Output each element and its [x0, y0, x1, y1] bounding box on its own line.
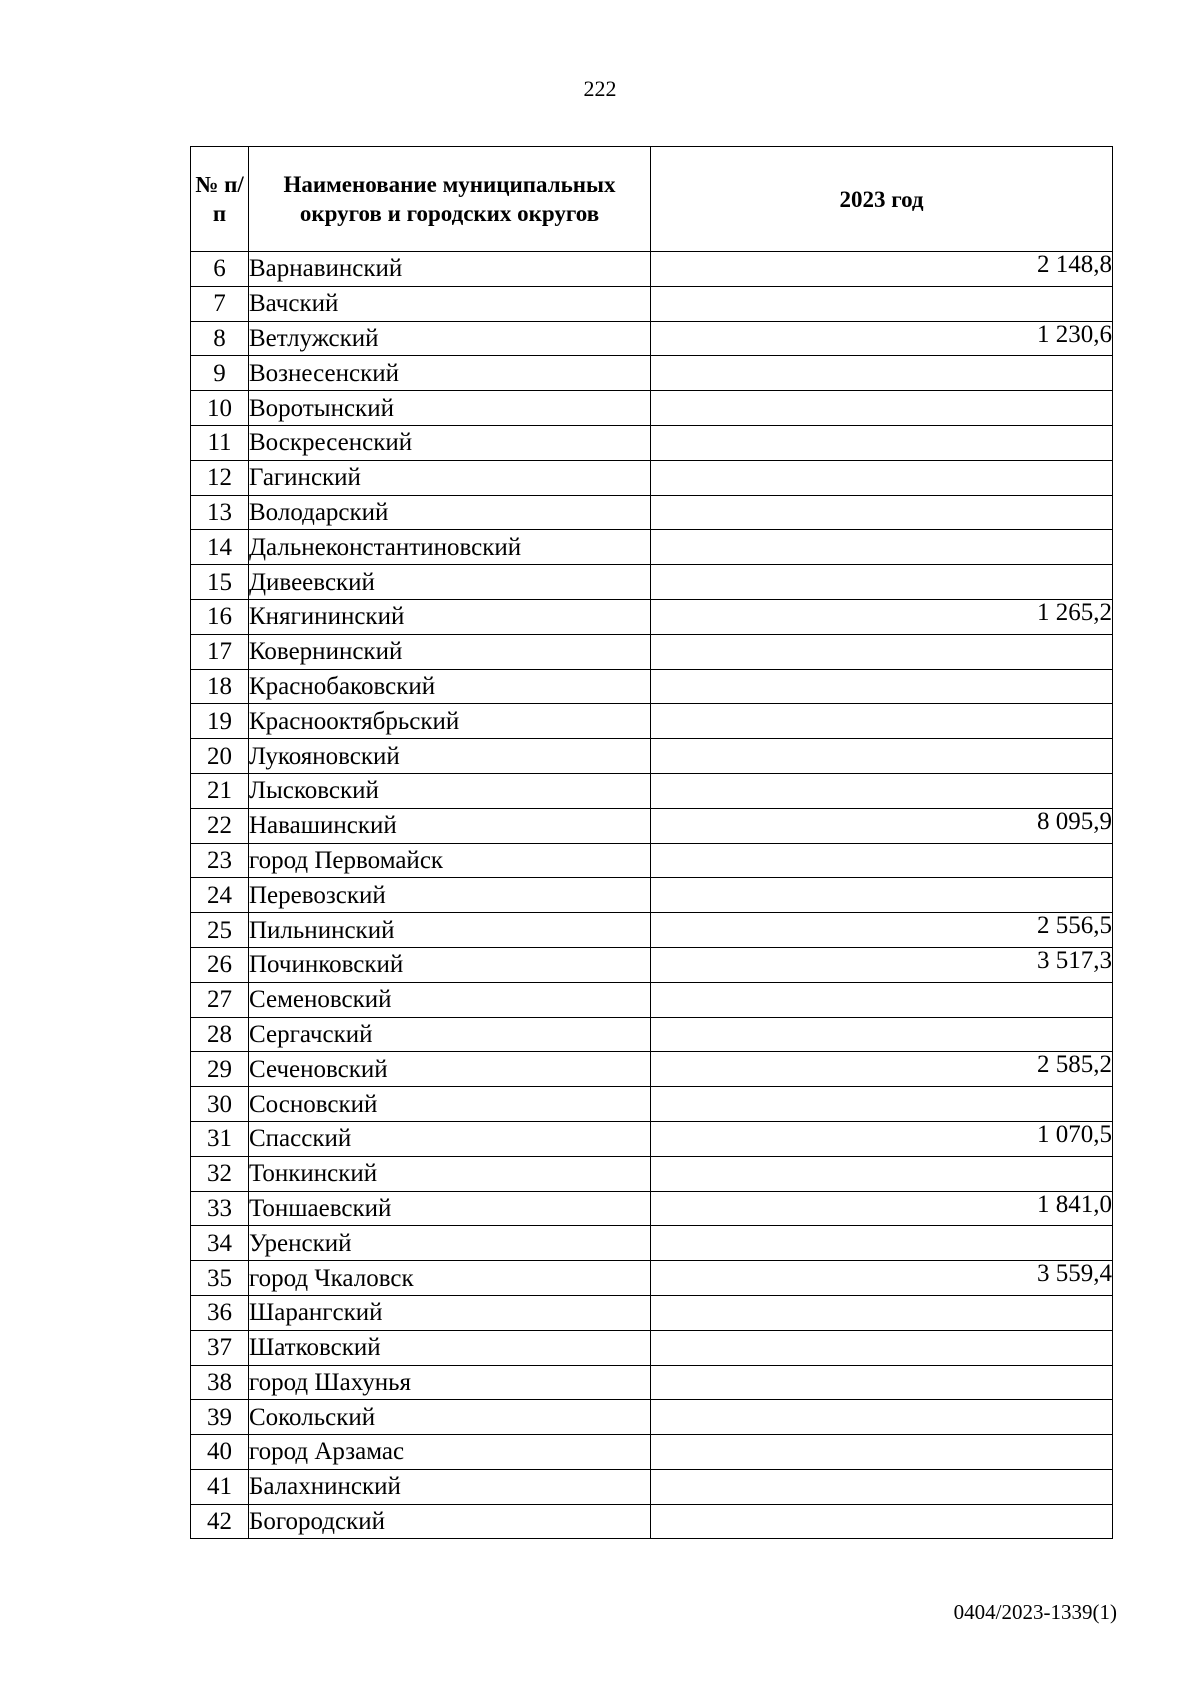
allocation-table — [190, 146, 1113, 1539]
document-code: 0404/2023-1339(1) — [953, 1600, 1117, 1624]
row-value-cell — [651, 391, 1113, 426]
row-value-cell — [651, 878, 1113, 913]
row-number-cell: 41 — [191, 1469, 249, 1504]
table-header — [191, 147, 1113, 252]
row-name-cell: город Арзамас — [249, 1435, 651, 1470]
table-row — [191, 1400, 1113, 1435]
row-name-cell: Гагинский — [249, 460, 651, 495]
row-number-cell: 36 — [191, 1295, 249, 1330]
row-value-cell — [651, 286, 1113, 321]
row-value-cell — [651, 460, 1113, 495]
row-name-cell: Уренский — [249, 1226, 651, 1261]
row-number-cell: 24 — [191, 878, 249, 913]
row-number-cell: 31 — [191, 1121, 249, 1156]
header-name: Наименование муниципальных округов и городских округов — [249, 147, 651, 252]
row-name-cell: Сергачский — [249, 1017, 651, 1052]
table-row — [191, 1017, 1113, 1052]
row-value-cell — [651, 356, 1113, 391]
allocation-table-container — [190, 146, 1112, 1539]
row-name-cell: Лукояновский — [249, 739, 651, 774]
row-name-cell: Починковский — [249, 947, 651, 982]
table-row — [191, 878, 1113, 913]
row-name-cell: Сосновский — [249, 1087, 651, 1122]
page-number: 222 — [583, 76, 617, 101]
row-name-cell: Вознесенский — [249, 356, 651, 391]
row-name-cell: Княгининский — [249, 599, 651, 634]
table-row — [191, 1191, 1113, 1226]
table-row — [191, 739, 1113, 774]
row-number-cell: 29 — [191, 1052, 249, 1087]
row-value-cell — [651, 1087, 1113, 1122]
row-value-cell: 2 556,5 — [651, 913, 1113, 948]
row-name-cell: Володарский — [249, 495, 651, 530]
row-name-cell: Тоншаевский — [249, 1191, 651, 1226]
row-name-cell: Тонкинский — [249, 1156, 651, 1191]
table-row — [191, 495, 1113, 530]
table-row — [191, 1156, 1113, 1191]
row-value-cell — [651, 1330, 1113, 1365]
row-value-cell: 1 841,0 — [651, 1191, 1113, 1226]
row-name-cell: город Чкаловск — [249, 1261, 651, 1296]
table-row — [191, 599, 1113, 634]
table-row — [191, 843, 1113, 878]
row-name-cell: Дальнеконстантиновский — [249, 530, 651, 565]
row-name-cell: Ветлужский — [249, 321, 651, 356]
row-value-cell — [651, 843, 1113, 878]
row-number-cell: 14 — [191, 530, 249, 565]
table-row — [191, 982, 1113, 1017]
row-name-cell: Воротынский — [249, 391, 651, 426]
row-name-cell: Спасский — [249, 1121, 651, 1156]
row-number-cell: 21 — [191, 773, 249, 808]
row-value-cell — [651, 739, 1113, 774]
row-value-cell — [651, 1295, 1113, 1330]
row-number-cell: 37 — [191, 1330, 249, 1365]
row-value-cell — [651, 1226, 1113, 1261]
row-value-cell — [651, 1400, 1113, 1435]
row-value-cell — [651, 1365, 1113, 1400]
row-number-cell: 39 — [191, 1400, 249, 1435]
row-name-cell: Навашинский — [249, 808, 651, 843]
row-value-cell: 1 230,6 — [651, 321, 1113, 356]
table-row — [191, 1435, 1113, 1470]
row-name-cell: Семеновский — [249, 982, 651, 1017]
row-number-cell: 30 — [191, 1087, 249, 1122]
table-row — [191, 1330, 1113, 1365]
row-number-cell: 8 — [191, 321, 249, 356]
header-year: 2023 год — [651, 147, 1113, 252]
row-value-cell: 8 095,9 — [651, 808, 1113, 843]
row-number-cell: 15 — [191, 565, 249, 600]
table-body — [191, 252, 1113, 1539]
row-value-cell — [651, 530, 1113, 565]
row-name-cell: Сокольский — [249, 1400, 651, 1435]
row-value-cell: 3 517,3 — [651, 947, 1113, 982]
row-number-cell: 12 — [191, 460, 249, 495]
table-row — [191, 1261, 1113, 1296]
row-value-cell — [651, 425, 1113, 460]
table-row — [191, 1226, 1113, 1261]
row-number-cell: 42 — [191, 1504, 249, 1539]
table-row — [191, 1365, 1113, 1400]
table-row — [191, 565, 1113, 600]
row-name-cell: Шарангский — [249, 1295, 651, 1330]
table-row — [191, 913, 1113, 948]
row-number-cell: 38 — [191, 1365, 249, 1400]
header-row — [191, 147, 1113, 252]
header-number: № п/п — [191, 147, 249, 252]
row-value-cell — [651, 1435, 1113, 1470]
row-name-cell: Дивеевский — [249, 565, 651, 600]
row-value-cell — [651, 495, 1113, 530]
row-value-cell — [651, 704, 1113, 739]
table-row — [191, 391, 1113, 426]
table-row — [191, 286, 1113, 321]
row-number-cell: 9 — [191, 356, 249, 391]
table-row — [191, 356, 1113, 391]
row-number-cell: 26 — [191, 947, 249, 982]
table-row — [191, 634, 1113, 669]
row-name-cell: Краснобаковский — [249, 669, 651, 704]
row-number-cell: 27 — [191, 982, 249, 1017]
table-row — [191, 1504, 1113, 1539]
row-value-cell — [651, 982, 1113, 1017]
row-value-cell — [651, 1156, 1113, 1191]
row-value-cell: 1 070,5 — [651, 1121, 1113, 1156]
row-name-cell: Варнавинский — [249, 252, 651, 287]
row-value-cell — [651, 773, 1113, 808]
row-value-cell — [651, 1017, 1113, 1052]
table-row — [191, 321, 1113, 356]
row-value-cell — [651, 1504, 1113, 1539]
row-value-cell: 2 148,8 — [651, 252, 1113, 287]
row-name-cell: Ковернинский — [249, 634, 651, 669]
table-row — [191, 773, 1113, 808]
row-number-cell: 22 — [191, 808, 249, 843]
row-number-cell: 35 — [191, 1261, 249, 1296]
row-number-cell: 16 — [191, 599, 249, 634]
row-number-cell: 34 — [191, 1226, 249, 1261]
table-row — [191, 460, 1113, 495]
table-row — [191, 808, 1113, 843]
row-value-cell — [651, 565, 1113, 600]
row-number-cell: 25 — [191, 913, 249, 948]
row-number-cell: 33 — [191, 1191, 249, 1226]
row-number-cell: 19 — [191, 704, 249, 739]
table-row — [191, 530, 1113, 565]
row-number-cell: 28 — [191, 1017, 249, 1052]
row-number-cell: 10 — [191, 391, 249, 426]
row-name-cell: Перевозский — [249, 878, 651, 913]
row-number-cell: 13 — [191, 495, 249, 530]
row-name-cell: Сеченовский — [249, 1052, 651, 1087]
row-number-cell: 7 — [191, 286, 249, 321]
row-value-cell: 3 559,4 — [651, 1261, 1113, 1296]
row-value-cell — [651, 1469, 1113, 1504]
row-name-cell: Воскресенский — [249, 425, 651, 460]
table-row — [191, 1121, 1113, 1156]
row-value-cell — [651, 669, 1113, 704]
table-row — [191, 947, 1113, 982]
table-row — [191, 704, 1113, 739]
table-row — [191, 425, 1113, 460]
table-row — [191, 252, 1113, 287]
table-row — [191, 669, 1113, 704]
row-number-cell: 23 — [191, 843, 249, 878]
row-name-cell: город Шахунья — [249, 1365, 651, 1400]
row-name-cell: Краснооктябрьский — [249, 704, 651, 739]
row-value-cell: 2 585,2 — [651, 1052, 1113, 1087]
table-row — [191, 1469, 1113, 1504]
row-value-cell — [651, 634, 1113, 669]
row-number-cell: 17 — [191, 634, 249, 669]
row-number-cell: 32 — [191, 1156, 249, 1191]
row-name-cell: Шатковский — [249, 1330, 651, 1365]
row-number-cell: 6 — [191, 252, 249, 287]
row-name-cell: Балахнинский — [249, 1469, 651, 1504]
row-value-cell: 1 265,2 — [651, 599, 1113, 634]
row-name-cell: Лысковский — [249, 773, 651, 808]
row-name-cell: Вачский — [249, 286, 651, 321]
row-name-cell: Богородский — [249, 1504, 651, 1539]
row-number-cell: 11 — [191, 425, 249, 460]
row-number-cell: 18 — [191, 669, 249, 704]
row-number-cell: 40 — [191, 1435, 249, 1470]
row-name-cell: город Первомайск — [249, 843, 651, 878]
table-row — [191, 1087, 1113, 1122]
table-row — [191, 1052, 1113, 1087]
table-row — [191, 1295, 1113, 1330]
row-number-cell: 20 — [191, 739, 249, 774]
row-name-cell: Пильнинский — [249, 913, 651, 948]
